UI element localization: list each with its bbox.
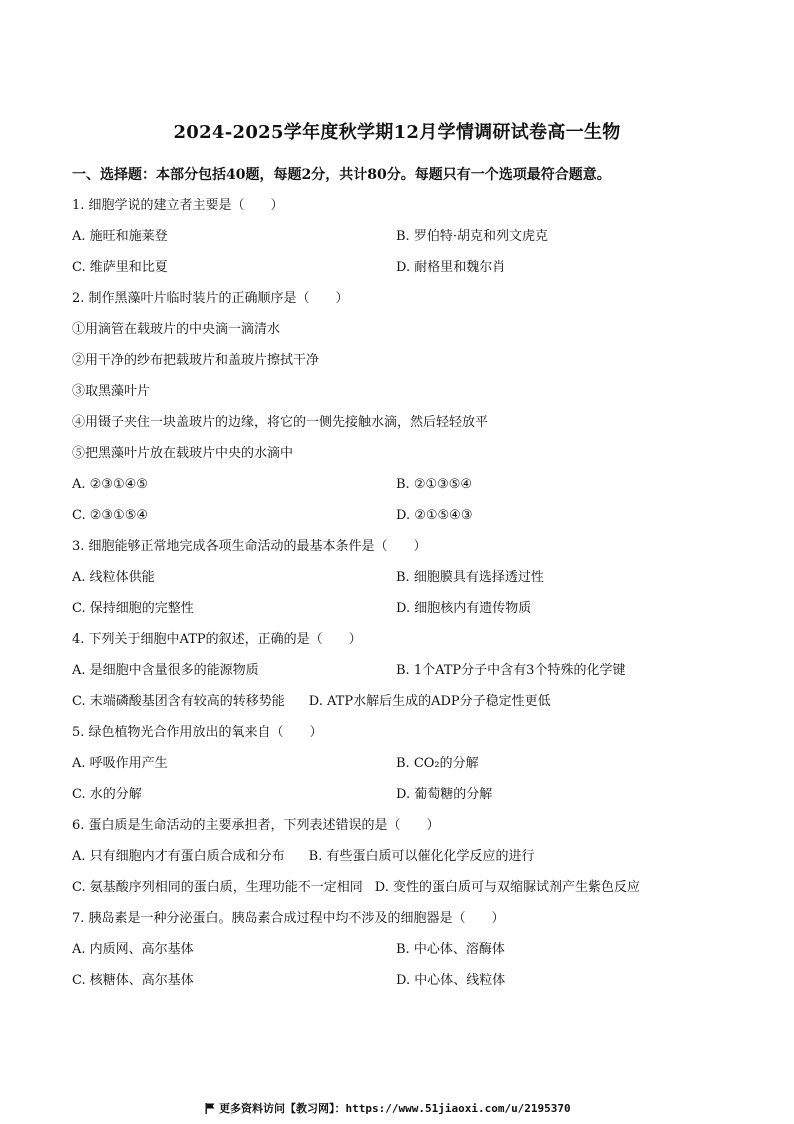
- option-row: [72, 660, 732, 691]
- option-b: B. 1个ATP分子中含有3个特殊的化学键: [396, 663, 626, 678]
- option-c: C. ②③①⑤④: [72, 508, 149, 523]
- option-c: C. 水的分解: [72, 787, 142, 802]
- step-4: ④用镊子夹住一块盖玻片的边缘，将它的一侧先接触水滴，然后轻轻放平: [72, 415, 489, 430]
- section-heading: 一、选择题：本部分包括40题，每题2分，共计80分。每题只有一个选项最符合题意。: [72, 167, 611, 183]
- option-d: D. 中心体、线粒体: [396, 973, 506, 988]
- footer-text[interactable]: 更多资料访问【教习网】：https://www.51jiaoxi.com/u/2195370: [219, 1102, 571, 1115]
- question-stem-5: 5. 绿色植物光合作用放出的氧来自（ ）: [72, 725, 323, 740]
- option-b: B. ②①③⑤④: [396, 477, 473, 492]
- option-row: [72, 970, 732, 1001]
- option-d: D. 细胞核内有遗传物质: [396, 601, 532, 616]
- question-stem-1: 1. 细胞学说的建立者主要是（ ）: [72, 198, 284, 213]
- option-row: [72, 753, 732, 784]
- option-a: A. 只有细胞内才有蛋白质合成和分布: [72, 849, 285, 864]
- option-b: B. 细胞膜具有选择透过性: [396, 570, 544, 585]
- step-2: ②用干净的纱布把载玻片和盖玻片擦拭干净: [72, 353, 320, 368]
- option-b: B. 罗伯特·胡克和列文虎克: [396, 229, 548, 244]
- option-a: A. 呼吸作用产生: [72, 756, 168, 771]
- step-1: ①用滴管在载玻片的中央滴一滴清水: [72, 322, 281, 337]
- question-stem-3: 3. 细胞能够正常地完成各项生命活动的最基本条件是（ ）: [72, 539, 427, 554]
- option-row: [72, 877, 732, 908]
- footer-link[interactable]: [205, 1100, 625, 1116]
- exam-title: 2024-2025学年度秋学期12月学情调研试卷高一生物: [173, 122, 621, 143]
- option-row: [72, 505, 732, 536]
- question-stem-2: 2. 制作黑藻叶片临时装片的正确顺序是（ ）: [72, 291, 349, 306]
- option-d: D. 葡萄糖的分解: [396, 787, 493, 802]
- option-row: [72, 691, 732, 722]
- option-c: C. 末端磷酸基团含有较高的转移势能: [72, 694, 285, 709]
- option-b: B. CO₂的分解: [396, 756, 479, 771]
- step-5: ⑤把黑藻叶片放在载玻片中央的水滴中: [72, 446, 294, 461]
- option-a: A. 内质网、高尔基体: [72, 942, 194, 957]
- question-list: [72, 195, 732, 1001]
- option-row: [72, 226, 732, 257]
- option-b: B. 有些蛋白质可以催化化学反应的进行: [308, 849, 535, 864]
- option-d: D. 变性的蛋白质可与双缩脲试剂产生紫色反应: [374, 880, 640, 895]
- question-stem-7: 7. 胰岛素是一种分泌蛋白。胰岛素合成过程中均不涉及的细胞器是（ ）: [72, 911, 505, 926]
- option-row: [72, 257, 732, 288]
- option-c: C. 维萨里和比夏: [72, 260, 168, 275]
- option-a: A. ②③①④⑤: [72, 477, 148, 492]
- option-row: [72, 598, 732, 629]
- option-row: [72, 474, 732, 505]
- flag-icon: [205, 1103, 215, 1114]
- option-b: B. 中心体、溶酶体: [396, 942, 505, 957]
- option-c: C. 氨基酸序列相同的蛋白质，生理功能不一定相同: [72, 880, 363, 895]
- question-stem-6: 6. 蛋白质是生命活动的主要承担者，下列表述错误的是（ ）: [72, 818, 440, 833]
- option-d: D. 耐格里和魏尔肖: [396, 260, 506, 275]
- step-3: ③取黑藻叶片: [72, 384, 151, 399]
- option-c: C. 核糖体、高尔基体: [72, 973, 194, 988]
- option-d: D. ②①⑤④③: [396, 508, 473, 523]
- option-d: D. ATP水解后生成的ADP分子稳定性更低: [308, 694, 551, 709]
- option-row: [72, 784, 732, 815]
- option-a: A. 施旺和施莱登: [72, 229, 168, 244]
- option-a: A. 是细胞中含量很多的能源物质: [72, 663, 259, 678]
- option-a: A. 线粒体供能: [72, 570, 155, 585]
- option-row: [72, 567, 732, 598]
- option-row: [72, 846, 732, 877]
- option-row: [72, 939, 732, 970]
- option-c: C. 保持细胞的完整性: [72, 601, 194, 616]
- question-stem-4: 4. 下列关于细胞中ATP的叙述，正确的是（ ）: [72, 632, 362, 647]
